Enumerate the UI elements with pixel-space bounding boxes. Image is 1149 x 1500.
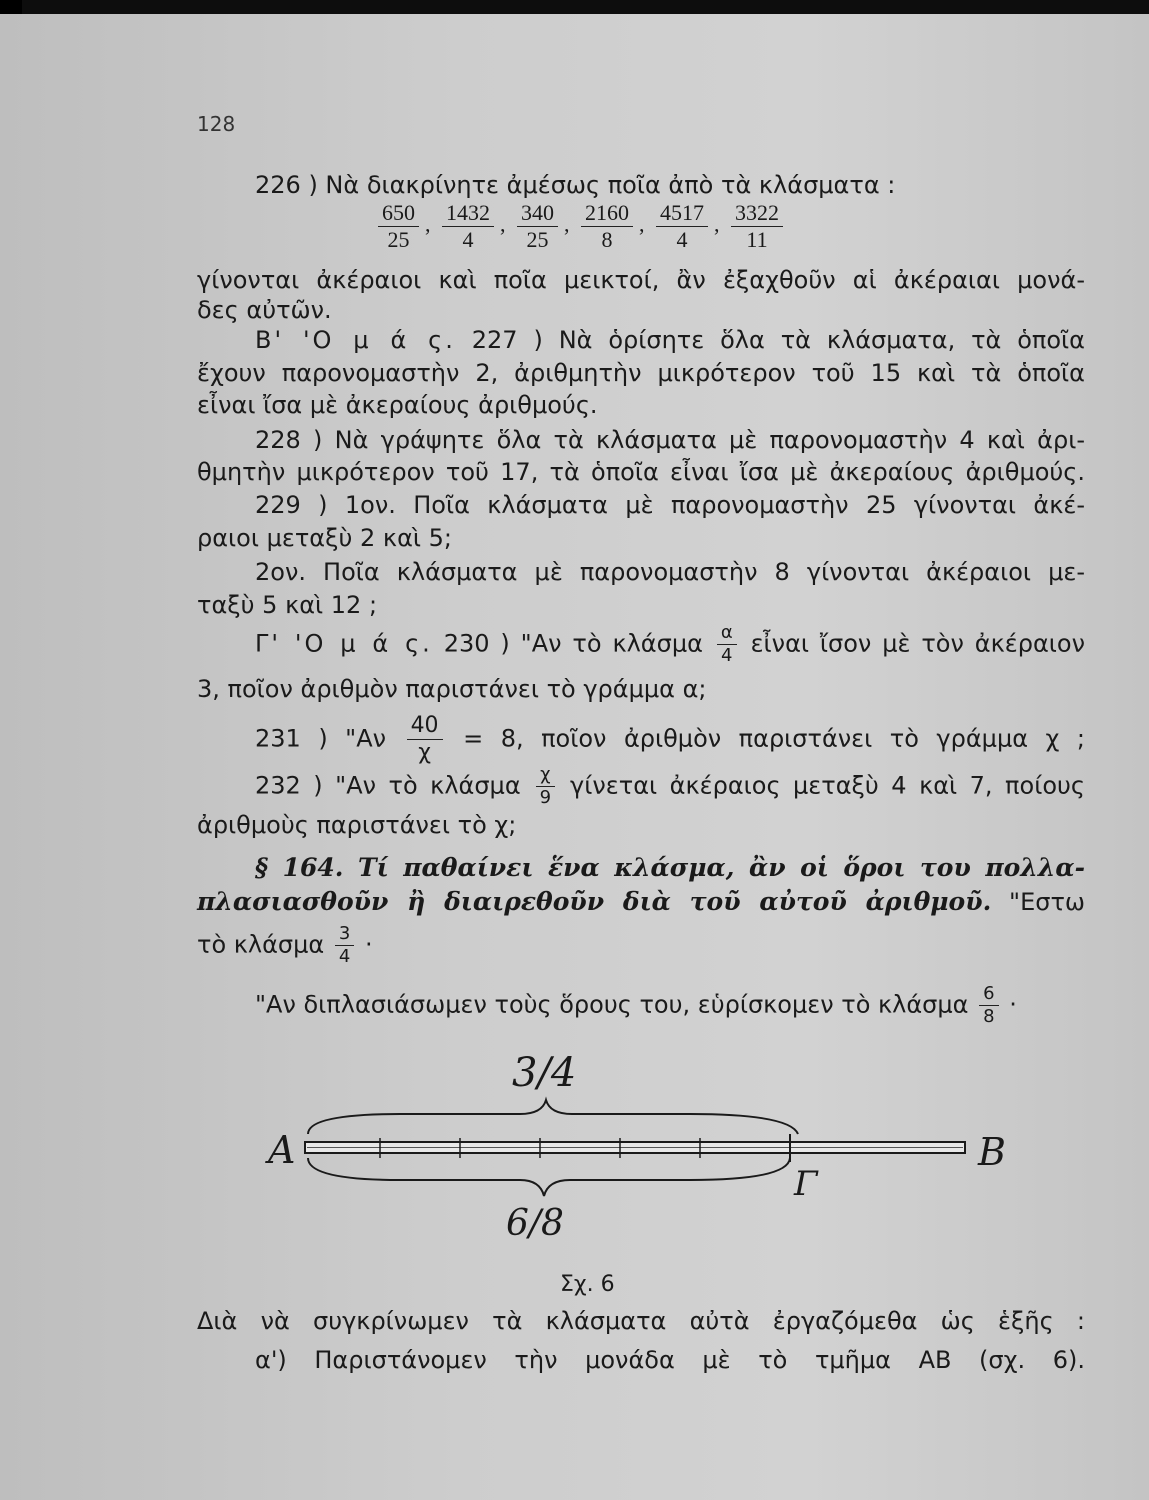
exercise-229-line3: 2ον. Ποῖα κλάσματα μὲ παρονομαστὴν 8 γίνονται ἀκέραιοι με- (255, 558, 1085, 586)
section-164-line3: τὸ κλάσμα $\frac{3}{4}$ · (197, 923, 373, 967)
closing-line2: α') Παριστάνομεν τὴν μονάδα μὲ τὸ τμῆμα ΑΒ (σχ. 6). (255, 1346, 1085, 1374)
exercise-226-fractions: $\frac{650}{25}$ , $\frac{1432}{4}$ , $\frac{340}{25}$ , $\frac{2160}{8}$ , $\frac{4517}{4}$ , $\frac{3322}{11}$ (372, 202, 789, 251)
fraction (378, 202, 419, 251)
denominator: χ (418, 740, 431, 765)
fraction-3-over-4 (335, 925, 354, 966)
group-b-label: Β' 'Ο μ ά ς. (255, 326, 456, 354)
section-164-heading-end: πλασιασθοῦν ἢ διαιρεθοῦν διὰ τοῦ αὐτοῦ ἀριθμοῦ. (197, 887, 992, 916)
section-164-klasma: τὸ κλάσμα (197, 930, 325, 959)
fig-label-bottom: 6/8 (506, 1203, 564, 1244)
numerator: 40 (407, 715, 443, 740)
group-c-label: Γ' 'Ο μ ά ς. (255, 629, 433, 658)
numerator: 1432 (442, 202, 494, 227)
exercise-230-line1a: 230 ) "Αν τὸ κλάσμα (443, 629, 703, 658)
top-scan-edge (0, 0, 1149, 14)
denominator: 8 (601, 227, 613, 252)
fraction-40-over-x (407, 715, 443, 764)
fig-label-top: 3/4 (512, 1050, 577, 1096)
numerator: 6 (979, 985, 998, 1006)
figure-6-segment-diagram (250, 1050, 1050, 1250)
exercise-232-line2: ἀριθμοὺς παριστάνει τὸ χ; (197, 811, 517, 839)
closing-line1: Διὰ νὰ συγκρίνωμεν τὰ κλάσματα αὐτὰ ἐργαζόμεθα ὡς ἑξῆς : (197, 1307, 1085, 1335)
numerator: 3322 (731, 202, 783, 227)
exercise-231-a: 231 ) "Αν (255, 724, 387, 753)
section-164-heading-line2 (197, 887, 1085, 917)
numerator: 340 (517, 202, 558, 227)
exercise-229-line2: ραιοι μεταξὺ 2 καὶ 5; (197, 524, 452, 552)
denominator: 11 (746, 227, 768, 252)
figure-caption: Σχ. 6 (560, 1272, 615, 1297)
exercise-230-line2: 3, ποῖον ἀριθμὸν παριστάνει τὸ γράμμα α; (197, 675, 707, 703)
exercise-229-line1: 229 ) 1ον. Ποῖα κλάσματα μὲ παρονομαστὴν 25 γίνονται ἀκέ- (255, 491, 1085, 519)
fraction-a-over-4 (717, 624, 737, 665)
denominator: 4 (676, 227, 688, 252)
section-164-estw: "Εστω (1009, 888, 1085, 916)
fraction (731, 202, 783, 251)
fraction (581, 202, 633, 251)
exercise-232-a: 232 ) "Αν τὸ κλάσμα (255, 771, 521, 800)
exercise-232-line1 (197, 766, 1085, 807)
section-164-line4: "Αν διπλασιάσωμεν τοὺς ὅρους του, εὑρίσκομεν τὸ κλάσμα $\frac{6}{8}$ · (255, 983, 1017, 1027)
numerator: χ (536, 766, 554, 787)
denominator: 25 (526, 227, 549, 252)
fraction (442, 202, 494, 251)
numerator: 3 (335, 925, 354, 946)
denominator: 8 (983, 1006, 995, 1027)
exercise-226-line2: γίνονται ἀκέραιοι καὶ ποῖα μεικτοί, ἂν ἐξαχθοῦν αἱ ἀκέραιαι μονά- (197, 266, 1085, 294)
fraction-6-over-8 (979, 985, 998, 1026)
denominator: 9 (539, 787, 552, 808)
numerator: 650 (378, 202, 419, 227)
exercise-232-b: γίνεται ἀκέραιος μεταξὺ 4 καὶ 7, ποίους (570, 771, 1085, 800)
exercise-229-line4: ταξὺ 5 καὶ 12 ; (197, 591, 378, 619)
exercise-227-line2: ἔχουν παρονομαστὴν 2, ἀριθμητὴν μικρότερον τοῦ 15 καὶ τὰ ὁποῖα (197, 359, 1085, 387)
denominator: 4 (462, 227, 474, 252)
section-164-heading-line1: § 164. Τί παθαίνει ἕνα κλάσμα, ἂν οἱ ὅροι του πολλα- (255, 853, 1085, 882)
exercise-228-line2: θμητὴν μικρότερον τοῦ 17, τὰ ὁποῖα εἶναι ἴσα μὲ ἀκεραίους ἀριθμούς. (197, 458, 1085, 486)
point-b-label: Β (978, 1130, 1006, 1174)
exercise-227-line3: εἶναι ἴσα μὲ ἀκεραίους ἀριθμούς. (197, 391, 598, 419)
exercise-230-line1b: εἶναι ἴσον μὲ τὸν ἀκέραιον (750, 629, 1085, 658)
exercise-231 (197, 715, 1085, 764)
exercise-226-intro: 226 ) Νὰ διακρίνητε ἀμέσως ποῖα ἀπὸ τὰ κλάσματα : (255, 171, 896, 199)
section-164-doubling: "Αν διπλασιάσωμεν τοὺς ὅρους του, εὑρίσκομεν τὸ κλάσμα (255, 990, 969, 1019)
denominator: 4 (338, 946, 351, 967)
exercise-226-line3: δες αὐτῶν. (197, 296, 332, 324)
denominator: 4 (721, 645, 733, 666)
fraction-x-over-9 (536, 766, 554, 807)
numerator: 2160 (581, 202, 633, 227)
numerator: α (717, 624, 737, 645)
fraction (656, 202, 708, 251)
numerator: 4517 (656, 202, 708, 227)
point-g-label: Γ (794, 1164, 818, 1204)
denominator: 25 (387, 227, 410, 252)
page-number: 128 (197, 112, 236, 136)
fraction (517, 202, 558, 251)
exercise-228-line1: 228 ) Νὰ γράψητε ὅλα τὰ κλάσματα μὲ παρονομαστὴν 4 καὶ ἀρι- (255, 426, 1085, 454)
exercise-227-line1: 227 ) Νὰ ὁρίσητε ὅλα τὰ κλάσματα, τὰ ὁποῖα (471, 326, 1085, 354)
group-c-line1 (197, 624, 1085, 665)
bottom-brace (308, 1158, 790, 1196)
exercise-231-b: = 8, ποῖον ἀριθμὸν παριστάνει τὸ γράμμα χ ; (463, 724, 1085, 753)
top-brace (308, 1100, 798, 1134)
group-b-line1 (197, 325, 1085, 355)
point-a-label: Α (268, 1128, 296, 1172)
